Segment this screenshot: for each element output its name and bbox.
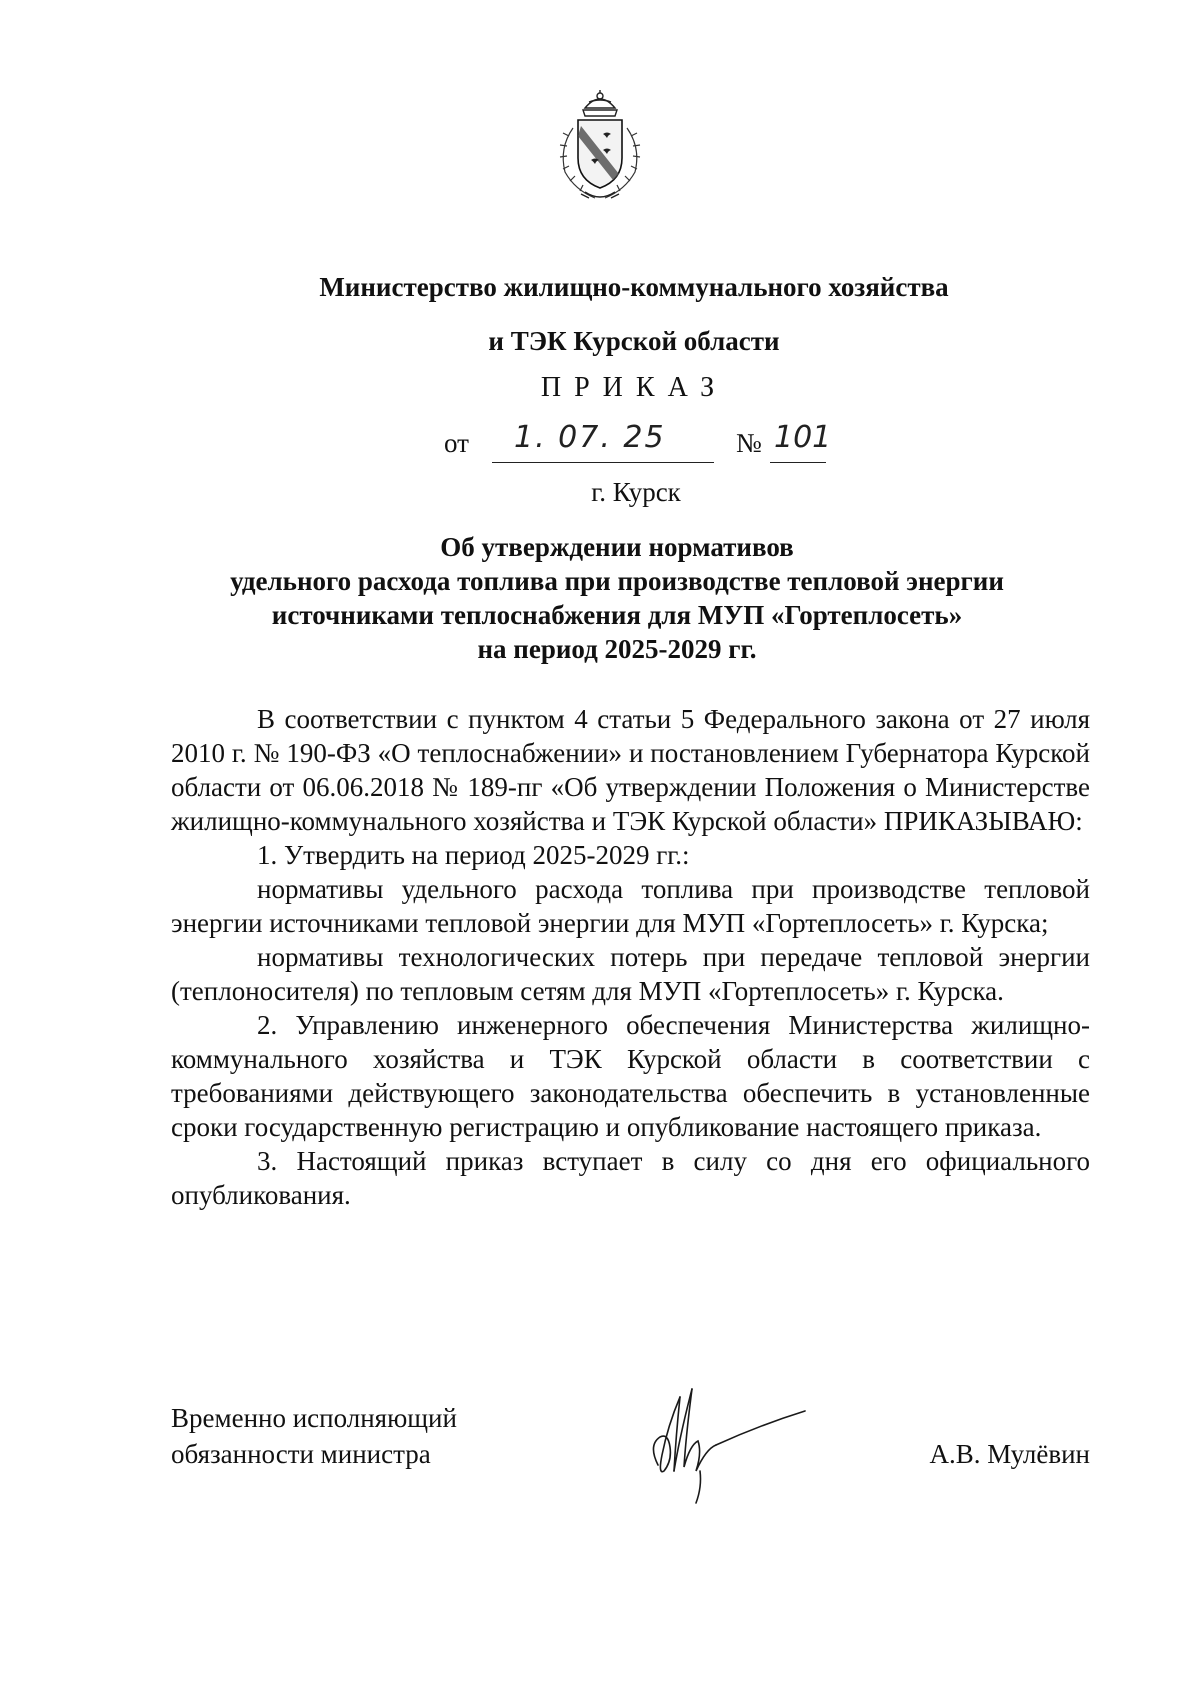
ministry-name-line2: и ТЭК Курской области xyxy=(488,326,780,356)
item-1-a: нормативы удельного расхода топлива при производстве тепловой энергии источниками тепловой энергии для МУП «Гортеплосеть» г. Курска; xyxy=(171,874,1090,938)
position-line2: обязанности министра xyxy=(171,1439,431,1469)
subject-line2: удельного расхода топлива при производстве тепловой энергии xyxy=(230,566,1004,596)
item-1: 1. Утвердить на период 2025-2029 гг.: xyxy=(257,840,690,870)
subject-line1: Об утверждении нормативов xyxy=(440,532,794,562)
city: г. Курск xyxy=(591,477,681,507)
subject-line4: на период 2025-2029 гг. xyxy=(477,634,757,664)
date-underline xyxy=(492,462,714,463)
coat-of-arms-emblem xyxy=(545,88,655,206)
date-prefix: от xyxy=(444,428,469,458)
item-1-b: нормативы технологических потерь при передаче тепловой энергии (теплоносителя) по тепловым сетям для МУП «Гортеплосеть» г. Курска. xyxy=(171,942,1090,1006)
handwritten-number: 101 xyxy=(774,420,832,455)
item-3: 3. Настоящий приказ вступает в силу со дня его официального опубликования. xyxy=(171,1146,1090,1210)
handwritten-date: 1. 07. 25 xyxy=(514,420,666,455)
order-subject xyxy=(0,530,1200,666)
position-line1: Временно исполняющий xyxy=(171,1403,457,1433)
subject-line3: источниками теплоснабжения для МУП «Гортеплосеть» xyxy=(271,600,963,630)
order-body xyxy=(171,702,1090,1212)
preamble-paragraph: В соответствии с пунктом 4 статьи 5 Федерального закона от 27 июля 2010 г. № 190-ФЗ «О теплоснабжении» и постановлением Губернатора Курской области от 06.06.2018 № 189-пг «Об утверждении Положения о Министерстве жилищно-коммунального хозяйства и ТЭК Курской области» ПРИКАЗЫВАЮ: xyxy=(171,704,1090,836)
signatory-name: А.В. Мулёвин xyxy=(929,1439,1090,1469)
item-2: 2. Управлению инженерного обеспечения Министерства жилищно-коммунального хозяйства и ТЭК Курской области в соответствии с требованиями действующего законодательства обеспечить в установленные сроки государственную регистрацию и опубликование настоящего приказа. xyxy=(171,1010,1090,1142)
number-prefix: № xyxy=(736,428,762,458)
order-title: ПРИКАЗ xyxy=(540,372,728,403)
number-underline xyxy=(770,462,826,463)
ministry-name-line1: Министерство жилищно-коммунального хозяйства xyxy=(319,272,949,302)
